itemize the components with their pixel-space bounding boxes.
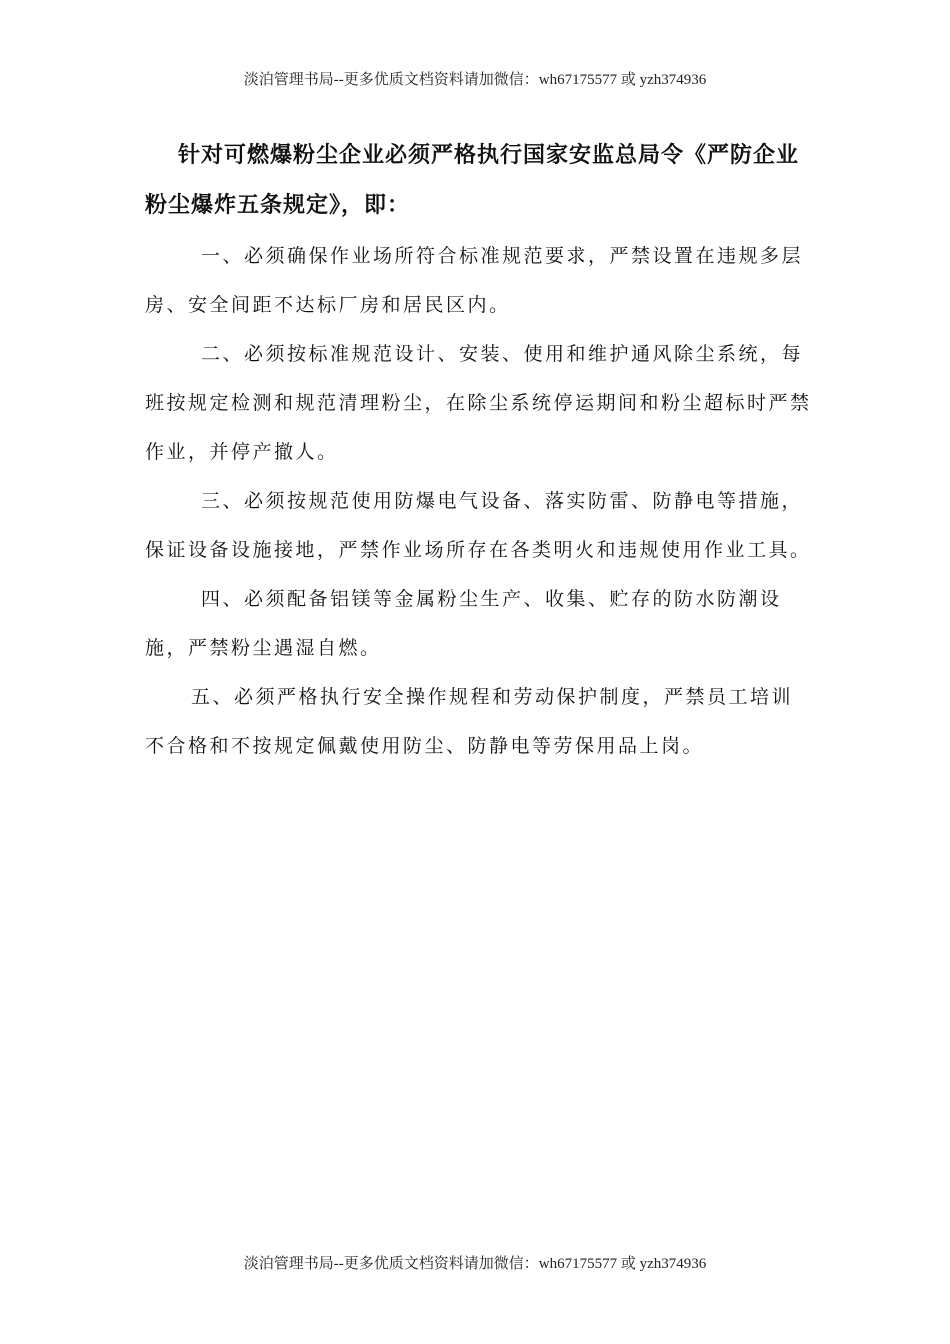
document-title: 针对可燃爆粉尘企业必须严格执行国家安监总局令《严防企业粉尘爆炸五条规定》，即： bbox=[145, 142, 800, 218]
rule-4: 四、必须配备铝镁等金属粉尘生产、收集、贮存的防水防潮设施，严禁粉尘遇湿自燃。 bbox=[145, 588, 782, 659]
document-body bbox=[145, 130, 813, 771]
rule-2: 二、必须按标准规范设计、安装、使用和维护通风除尘系统，每班按规定检测和规范清理粉尘，在除尘系统停运期间和粉尘超标时严禁作业，并停产撤人。 bbox=[145, 343, 812, 463]
page-footer: 淡泊管理书局--更多优质文档资料请加微信：wh67175577 或 yzh374936 bbox=[243, 1256, 707, 1272]
rule-1: 一、必须确保作业场所符合标准规范要求，严禁设置在违规多层房、安全间距不达标厂房和居民区内。 bbox=[145, 245, 804, 316]
rule-5: 五、必须严格执行安全操作规程和劳动保护制度，严禁员工培训不合格和不按规定佩戴使用防尘、防静电等劳保用品上岗。 bbox=[145, 686, 794, 757]
page-header: 淡泊管理书局--更多优质文档资料请加微信：wh67175577 或 yzh374936 bbox=[243, 72, 707, 88]
rule-3: 三、必须按规范使用防爆电气设备、落实防雷、防静电等措施，保证设备设施接地，严禁作业场所存在各类明火和违规使用作业工具。 bbox=[145, 490, 812, 561]
